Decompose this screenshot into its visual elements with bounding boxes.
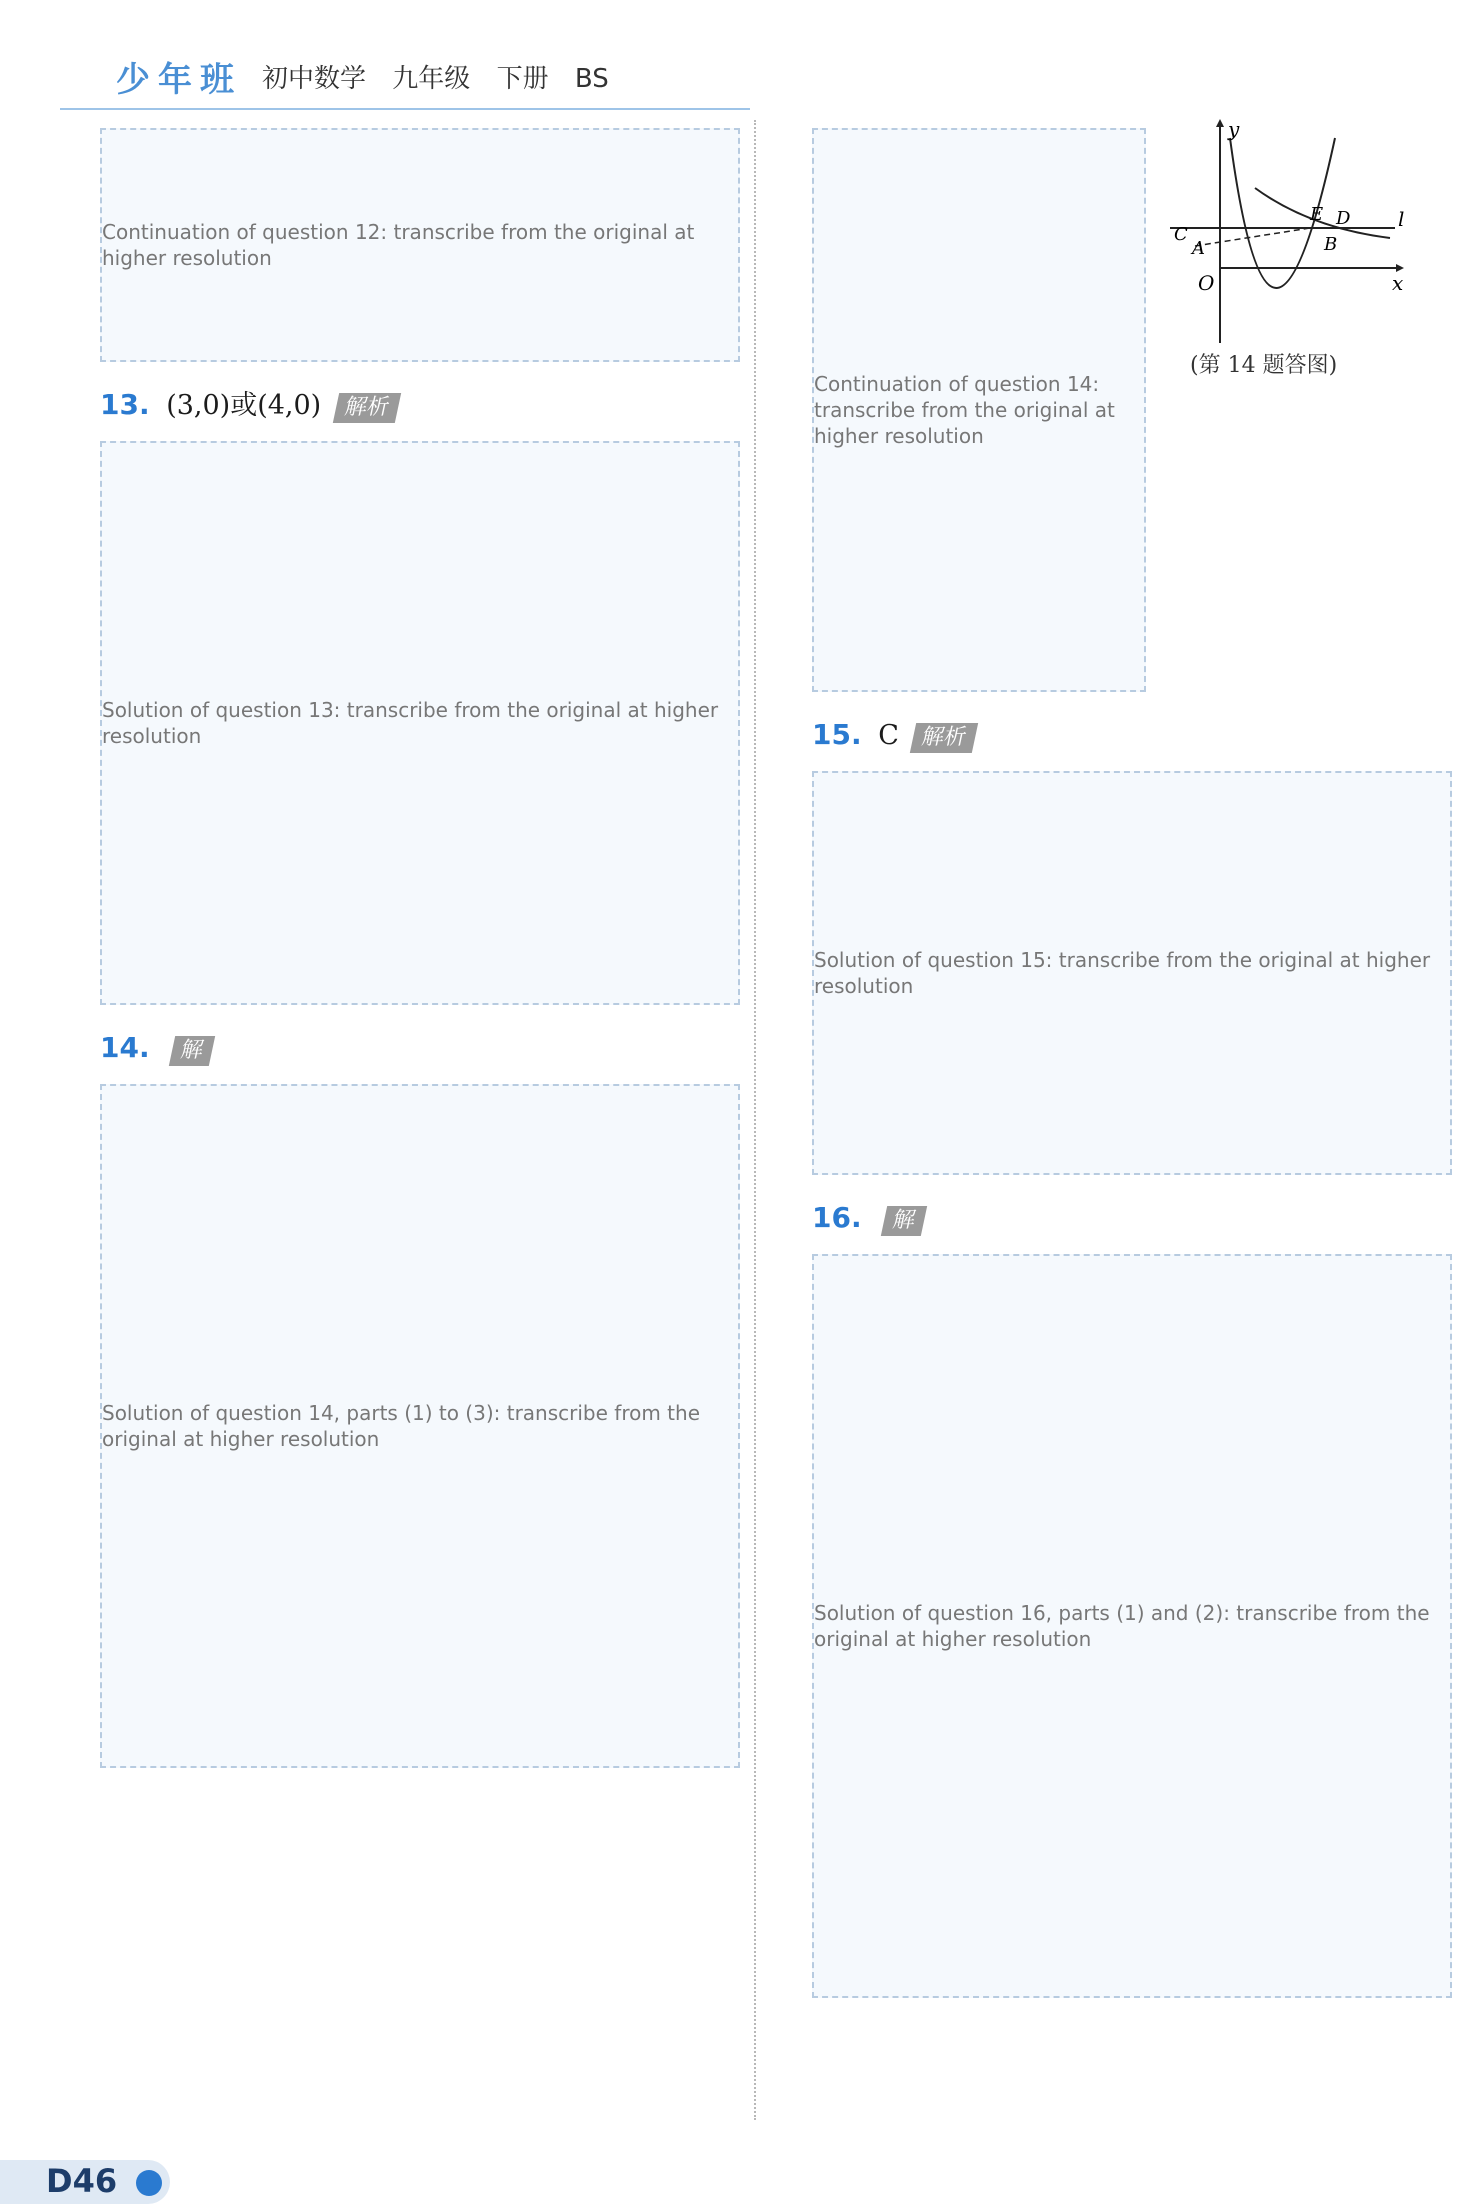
question-16-number: 16. — [812, 1201, 862, 1234]
question-13-analysis-tag: 解析 — [333, 393, 401, 423]
header-rule — [60, 108, 750, 110]
x-axis-label: x — [1392, 271, 1404, 295]
question-14 — [100, 1023, 740, 1074]
question-13-number: 13. — [100, 388, 150, 421]
question-15 — [812, 710, 1452, 761]
question-16-solution-tag: 解 — [881, 1206, 927, 1236]
question-13-answer: (3,0)或(4,0) — [166, 390, 322, 421]
book-meta — [262, 58, 609, 95]
running-header — [60, 36, 1390, 116]
q15-solution-block: Solution of question 15: transcribe from the original at higher resolution — [812, 771, 1452, 1175]
point-c-label: C — [1174, 224, 1188, 245]
right-column — [812, 118, 1452, 2068]
figure-caption: (第 14 题答图) — [1190, 353, 1338, 378]
question-14-number: 14. — [100, 1031, 150, 1064]
page-number: D46 — [46, 2162, 118, 2200]
term-label: 下册 — [496, 63, 549, 94]
series-logo: 少年班 — [116, 59, 242, 100]
question-14-solution-tag: 解 — [169, 1036, 215, 1066]
point-e-label: E — [1310, 204, 1324, 225]
line-l-label: l — [1398, 207, 1405, 231]
y-axis-label: y — [1228, 118, 1240, 141]
page-footer — [0, 2160, 1467, 2212]
stage-label: 初中数学 — [262, 63, 367, 94]
left-column — [100, 118, 740, 2068]
point-b-label: B — [1324, 234, 1338, 255]
question-15-analysis-tag: 解析 — [910, 723, 978, 753]
column-divider — [754, 120, 756, 2120]
grade-label: 九年级 — [392, 63, 471, 94]
edition-label: BS — [574, 63, 609, 94]
y-axis-arrow — [1216, 119, 1224, 127]
q14-solution-block: Solution of question 14, parts (1) to (3): transcribe from the original at higher resolution — [100, 1084, 740, 1768]
q14-continuation-block: Continuation of question 14: transcribe from the original at higher resolution — [812, 128, 1146, 692]
question-13 — [100, 380, 740, 431]
question-16 — [812, 1193, 1452, 1244]
segment-ae — [1195, 228, 1310, 246]
page-number-dot-icon — [136, 2170, 162, 2196]
q12-continuation-block: Continuation of question 12: transcribe from the original at higher resolution — [100, 128, 740, 362]
q13-solution-block: Solution of question 13: transcribe from the original at higher resolution — [100, 441, 740, 1005]
origin-label: O — [1198, 271, 1215, 295]
point-a-label: A — [1192, 238, 1205, 259]
question-15-answer: C — [878, 720, 899, 751]
q16-solution-block: Solution of question 16, parts (1) and (2): transcribe from the original at higher resolution — [812, 1254, 1452, 1998]
point-d-label: D — [1336, 208, 1351, 229]
question-15-number: 15. — [812, 718, 862, 751]
page-number-tab — [0, 2160, 170, 2204]
